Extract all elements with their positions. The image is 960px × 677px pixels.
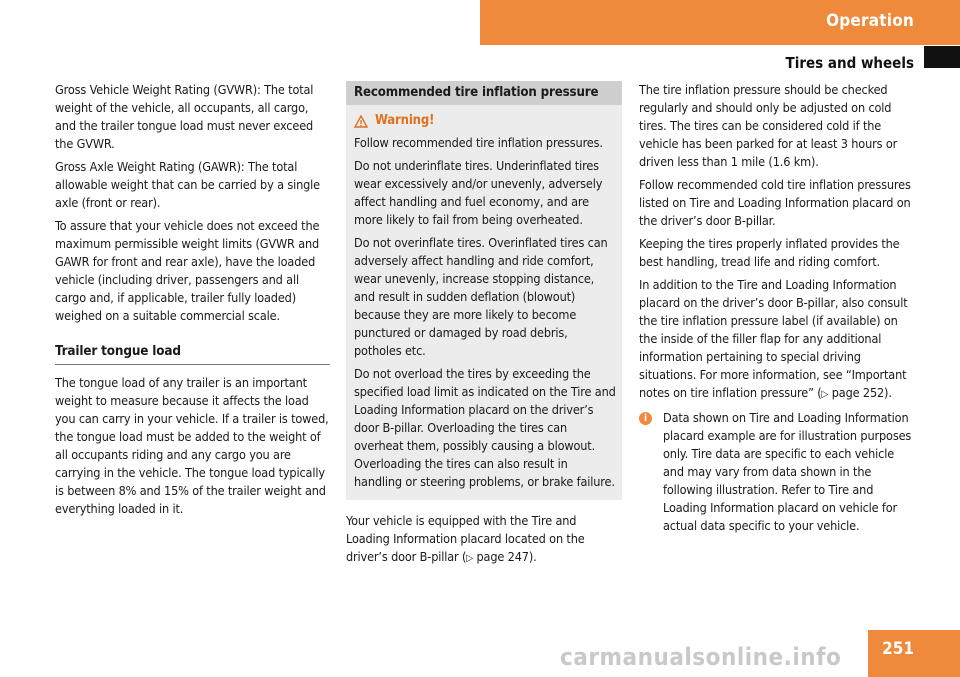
column-right xyxy=(639,81,916,535)
warning-label: Warning! xyxy=(375,113,435,128)
page-ref-252[interactable]: page 252). xyxy=(831,385,892,400)
placard-text: Your vehicle is equipped with the Tire and Loading Information placard located on the driver’s door B-pillar ( xyxy=(346,513,585,564)
watermark: carmanualsonline.info xyxy=(560,643,842,671)
warning-text-2: Do not underinflate tires. Underinflated tires wear excessively and/or unevenly, adversely affect handling and fuel economy, and are more likely to fail from being overheated. xyxy=(354,158,603,227)
weigh-paragraph: To assure that your vehicle does not exceed the maximum permissible weight limits (GVWR and GAWR for front and rear axle), have the loaded vehicle (including driver, passengers and all cargo and, if applicable, trailer fully loaded) weighed on a suitable commercial scale. xyxy=(55,218,320,323)
box-title: Recommended tire inflation pressure xyxy=(346,81,622,105)
chapter-title: Operation xyxy=(826,11,914,31)
section-title: Tires and wheels xyxy=(785,54,914,72)
cold-pressure-paragraph: Follow recommended cold tire inflation pressures listed on Tire and Loading Information placard on the driver’s door B-pillar. xyxy=(639,177,911,228)
placard-paragraph xyxy=(346,512,622,568)
page-ref-247[interactable]: page 247). xyxy=(476,549,537,564)
tongue-load-paragraph: The tongue load of any trailer is an important weight to measure because it affects the load you can carry in your vehicle. If a trailer is towed, the tongue load must be added to the weight of all occupants riding and any cargo you are carrying in the vehicle. The tongue load typically is between 8% and 15% of the trailer weight and everything loaded in it. xyxy=(55,375,329,516)
info-note xyxy=(639,409,916,535)
gvwr-paragraph: Gross Vehicle Weight Rating (GVWR): The total weight of the vehicle, all occupants, all cargo, and the trailer tongue load must never exceed the GVWR. xyxy=(55,82,314,151)
info-text: Data shown on Tire and Loading Information placard example are for illustration purposes only. Tire data are specific to each vehicle and may vary from data shown in the following illustration. Refer to Tire and Loading Information placard on vehicle for actual data specific to your vehicle. xyxy=(663,410,912,533)
additional-label-paragraph xyxy=(639,276,916,404)
trailer-tongue-load-heading: Trailer tongue load xyxy=(55,343,330,365)
page-number: 251 xyxy=(882,639,914,659)
column-left xyxy=(55,81,330,523)
page-ref-arrow-icon: ▷ xyxy=(821,389,829,400)
page-ref-arrow-icon: ▷ xyxy=(466,553,474,564)
page-number-box xyxy=(868,630,960,677)
warning-text-1: Follow recommended tire inflation pressures. xyxy=(354,135,603,150)
check-pressure-paragraph: The tire inflation pressure should be checked regularly and should only be adjusted on cold tires. The tires can be considered cold if the vehicle has been parked for at least 3 hours or driven less than 1 mile (1.6 km). xyxy=(639,82,898,169)
warning-triangle-icon xyxy=(354,115,368,128)
warning-text-3: Do not overinflate tires. Overinflated tires can adversely affect handling and ride comfort, wear unevenly, increase stopping distance, and result in sudden deflation (blowout) because they are more likely to become punctured or damaged by road debris, potholes etc. xyxy=(354,235,608,358)
additional-label-text: In addition to the Tire and Loading Information placard on the driver’s door B-pillar, also consult the tire inflation pressure label (if available) on the inside of the filler flap for any additional information pertaining to special driving situations. For more information, see “Important notes on tire inflation pressure” ( xyxy=(639,277,908,400)
inflation-pressure-box xyxy=(346,81,622,500)
gawr-paragraph: Gross Axle Weight Rating (GAWR): The total allowable weight that can be carried by a single axle (front or rear). xyxy=(55,159,320,210)
chapter-tab xyxy=(480,0,960,45)
info-icon: i xyxy=(639,412,652,425)
column-middle xyxy=(346,81,622,573)
warning-text-4: Do not overload the tires by exceeding the specified load limit as indicated on the Tire and Loading Information placard on the driver’s door B-pillar. Overloading the tires can overheat them, possibly causing a blowout. Overloading the tires can also result in handling or steering problems, or brake failure. xyxy=(354,366,616,489)
proper-inflation-paragraph: Keeping the tires properly inflated provides the best handling, tread life and riding comfort. xyxy=(639,236,900,269)
section-marker xyxy=(924,46,960,68)
warning-body xyxy=(346,105,622,500)
warning-heading xyxy=(354,112,616,130)
